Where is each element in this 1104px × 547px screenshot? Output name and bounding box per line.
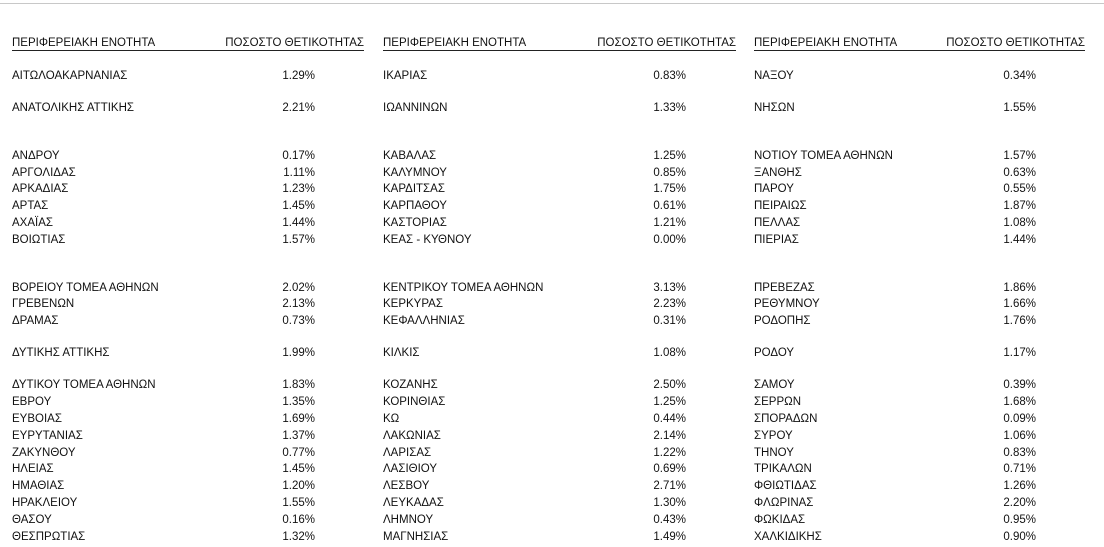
positivity-value: 1.23% (282, 183, 315, 195)
region-name: ΣΕΡΡΩΝ (754, 396, 802, 408)
positivity-value: 1.21% (653, 217, 686, 229)
region-name: ΛΑΡΙΣΑΣ (383, 447, 432, 459)
positivity-value: 1.68% (1003, 396, 1036, 408)
positivity-value: 2.23% (653, 298, 686, 310)
region-name: ΝΑΞΟΥ (754, 70, 794, 82)
region-name: ΠΕΙΡΑΙΩΣ (754, 200, 807, 212)
positivity-value: 1.76% (1003, 315, 1036, 327)
region-name: ΔΡΑΜΑΣ (12, 315, 59, 327)
positivity-value: 1.45% (282, 463, 315, 475)
region-name: ΡΟΔΟΥ (754, 347, 795, 359)
positivity-value: 0.34% (1003, 70, 1036, 82)
region-name: ΛΗΜΝΟΥ (383, 514, 434, 526)
positivity-value: 1.33% (653, 102, 686, 114)
region-name: ΠΡΕΒΕΖΑΣ (754, 282, 815, 294)
region-name: ΛΕΥΚΑΔΑΣ (383, 497, 444, 509)
positivity-value: 0.83% (1003, 447, 1036, 459)
positivity-value: 3.13% (653, 282, 686, 294)
positivity-value: 1.45% (282, 200, 315, 212)
region-name: ΞΑΝΘΗΣ (754, 167, 802, 179)
region-name: ΗΜΑΘΙΑΣ (12, 480, 65, 492)
header-region: ΠΕΡΙΦΕΡΕΙΑΚΗ ΕΝΟΤΗΤΑ (383, 37, 527, 49)
positivity-value: 0.00% (653, 234, 686, 246)
positivity-value: 1.55% (1003, 102, 1036, 114)
positivity-value: 1.20% (282, 480, 315, 492)
header-underline (12, 50, 364, 51)
region-name: ΚΕΡΚΥΡΑΣ (383, 298, 443, 310)
positivity-value: 2.20% (1003, 497, 1036, 509)
region-name: ΗΛΕΙΑΣ (12, 463, 54, 475)
positivity-value: 0.85% (653, 167, 686, 179)
region-name: ΑΡΚΑΔΙΑΣ (12, 183, 69, 195)
positivity-value: 0.83% (653, 70, 686, 82)
positivity-value: 1.66% (1003, 298, 1036, 310)
region-name: ΕΥΡΥΤΑΝΙΑΣ (12, 430, 83, 442)
region-name: ΤΡΙΚΑΛΩΝ (754, 463, 812, 475)
positivity-value: 0.73% (282, 315, 315, 327)
positivity-value: 0.55% (1003, 183, 1036, 195)
region-name: ΒΟΙΩΤΙΑΣ (12, 234, 66, 246)
region-name: ΦΘΙΩΤΙΔΑΣ (754, 480, 817, 492)
region-name: ΚΑΒΑΛΑΣ (383, 150, 437, 162)
positivity-value: 1.37% (282, 430, 315, 442)
positivity-value: 1.86% (1003, 282, 1036, 294)
positivity-value: 1.17% (1003, 347, 1036, 359)
region-name: ΣΑΜΟΥ (754, 379, 795, 391)
positivity-value: 1.08% (653, 347, 686, 359)
positivity-value: 0.17% (282, 150, 315, 162)
region-name: ΔΥΤΙΚΗΣ ΑΤΤΙΚΗΣ (12, 347, 110, 359)
region-name: ΤΗΝΟΥ (754, 447, 794, 459)
region-name: ΚΟΖΑΝΗΣ (383, 379, 438, 391)
positivity-value: 0.43% (653, 514, 686, 526)
region-name: ΠΙΕΡΙΑΣ (754, 234, 799, 246)
positivity-value: 1.06% (1003, 430, 1036, 442)
region-name: ΒΟΡΕΙΟΥ ΤΟΜΕΑ ΑΘΗΝΩΝ (12, 282, 159, 294)
positivity-value: 1.87% (1003, 200, 1036, 212)
region-name: ΘΕΣΠΡΩΤΙΑΣ (12, 531, 86, 543)
positivity-value: 1.35% (282, 396, 315, 408)
positivity-value: 0.90% (1003, 531, 1036, 543)
region-name: ΚΑΡΠΑΘΟΥ (383, 200, 447, 212)
region-name: ΦΩΚΙΔΑΣ (754, 514, 806, 526)
positivity-value: 1.25% (653, 150, 686, 162)
region-name: ΕΥΒΟΙΑΣ (12, 413, 62, 425)
region-name: ΡΟΔΟΠΗΣ (754, 315, 811, 327)
region-name: ΔΥΤΙΚΟΥ ΤΟΜΕΑ ΑΘΗΝΩΝ (12, 379, 156, 391)
region-name: ΑΝΑΤΟΛΙΚΗΣ ΑΤΤΙΚΗΣ (12, 102, 135, 114)
positivity-value: 0.39% (1003, 379, 1036, 391)
region-name: ΛΑΚΩΝΙΑΣ (383, 430, 441, 442)
positivity-value: 1.57% (282, 234, 315, 246)
positivity-value: 0.31% (653, 315, 686, 327)
positivity-value: 1.99% (282, 347, 315, 359)
region-name: ΣΠΟΡΑΔΩΝ (754, 413, 818, 425)
header-region: ΠΕΡΙΦΕΡΕΙΑΚΗ ΕΝΟΤΗΤΑ (12, 37, 156, 49)
positivity-value: 1.25% (653, 396, 686, 408)
region-name: ΛΑΣΙΘΙΟΥ (383, 463, 438, 475)
region-name: ΑΙΤΩΛΟΑΚΑΡΝΑΝΙΑΣ (12, 70, 128, 82)
region-name: ΝΗΣΩΝ (754, 102, 795, 114)
region-name: ΚΟΡΙΝΘΙΑΣ (383, 396, 446, 408)
region-name: ΠΕΛΛΑΣ (754, 217, 801, 229)
region-name: ΦΛΩΡΙΝΑΣ (754, 497, 814, 509)
region-name: ΣΥΡΟΥ (754, 430, 793, 442)
region-name: ΚΕΦΑΛΛΗΝΙΑΣ (383, 315, 465, 327)
region-name: ΕΒΡΟΥ (12, 396, 52, 408)
positivity-value: 1.11% (283, 167, 315, 179)
header-positivity: ΠΟΣΟΣΤΟ ΘΕΤΙΚΟΤΗΤΑΣ (946, 37, 1085, 49)
region-name: ΘΑΣΟΥ (12, 514, 52, 526)
region-name: ΑΧΑΪΑΣ (12, 217, 53, 229)
positivity-value: 1.26% (1003, 480, 1036, 492)
positivity-value: 2.50% (653, 379, 686, 391)
region-name: ΙΩΑΝΝΙΝΩΝ (383, 102, 448, 114)
region-name: ΚΕΑΣ - ΚΥΘΝΟΥ (383, 234, 472, 246)
positivity-value: 0.69% (653, 463, 686, 475)
header-underline (754, 50, 1085, 51)
region-name: ΑΡΤΑΣ (12, 200, 49, 212)
positivity-value: 1.49% (653, 531, 686, 543)
region-name: ΡΕΘΥΜΝΟΥ (754, 298, 820, 310)
positivity-value: 0.63% (1003, 167, 1036, 179)
positivity-value: 1.29% (282, 70, 315, 82)
region-name: ΜΑΓΝΗΣΙΑΣ (383, 531, 449, 543)
region-name: ΛΕΣΒΟΥ (383, 480, 430, 492)
region-name: ΧΑΛΚΙΔΙΚΗΣ (754, 531, 822, 543)
region-name: ΚΕΝΤΡΙΚΟΥ ΤΟΜΕΑ ΑΘΗΝΩΝ (383, 282, 544, 294)
region-name: ΝΟΤΙΟΥ ΤΟΜΕΑ ΑΘΗΝΩΝ (754, 150, 893, 162)
positivity-value: 0.61% (653, 200, 686, 212)
positivity-value: 2.21% (282, 102, 315, 114)
region-name: ΚΩ (383, 413, 400, 425)
region-name: ΖΑΚΥΝΘΟΥ (12, 447, 76, 459)
positivity-value: 1.75% (653, 183, 686, 195)
region-name: ΑΝΔΡΟΥ (12, 150, 60, 162)
positivity-value: 2.14% (653, 430, 686, 442)
region-name: ΠΑΡΟΥ (754, 183, 794, 195)
region-name: ΚΑΛΥΜΝΟΥ (383, 167, 447, 179)
positivity-value: 1.44% (1003, 234, 1036, 246)
region-name: ΗΡΑΚΛΕΙΟΥ (12, 497, 78, 509)
top-divider (0, 3, 1104, 4)
region-name: ΑΡΓΟΛΙΔΑΣ (12, 167, 76, 179)
positivity-value: 0.09% (1003, 413, 1036, 425)
header-positivity: ΠΟΣΟΣΤΟ ΘΕΤΙΚΟΤΗΤΑΣ (225, 37, 364, 49)
positivity-value: 0.16% (282, 514, 315, 526)
positivity-value: 1.44% (282, 217, 315, 229)
positivity-value: 1.83% (282, 379, 315, 391)
header-region: ΠΕΡΙΦΕΡΕΙΑΚΗ ΕΝΟΤΗΤΑ (754, 37, 898, 49)
positivity-value: 1.55% (282, 497, 315, 509)
positivity-value: 0.95% (1003, 514, 1036, 526)
header-underline (383, 50, 736, 51)
positivity-value: 0.44% (653, 413, 686, 425)
region-name: ΙΚΑΡΙΑΣ (383, 70, 428, 82)
region-name: ΓΡΕΒΕΝΩΝ (12, 298, 75, 310)
positivity-value: 1.69% (282, 413, 315, 425)
header-positivity: ΠΟΣΟΣΤΟ ΘΕΤΙΚΟΤΗΤΑΣ (597, 37, 736, 49)
region-name: ΚΑΡΔΙΤΣΑΣ (383, 183, 445, 195)
positivity-value: 2.13% (282, 298, 315, 310)
region-name: ΚΑΣΤΟΡΙΑΣ (383, 217, 447, 229)
positivity-value: 1.57% (1003, 150, 1036, 162)
positivity-value: 1.32% (282, 531, 315, 543)
positivity-value: 1.22% (653, 447, 686, 459)
positivity-value: 0.71% (1003, 463, 1036, 475)
region-name: ΚΙΛΚΙΣ (383, 347, 420, 359)
positivity-value: 1.08% (1003, 217, 1036, 229)
positivity-value: 2.02% (282, 282, 315, 294)
positivity-value: 1.30% (653, 497, 686, 509)
positivity-value: 2.71% (653, 480, 686, 492)
positivity-value: 0.77% (282, 447, 315, 459)
